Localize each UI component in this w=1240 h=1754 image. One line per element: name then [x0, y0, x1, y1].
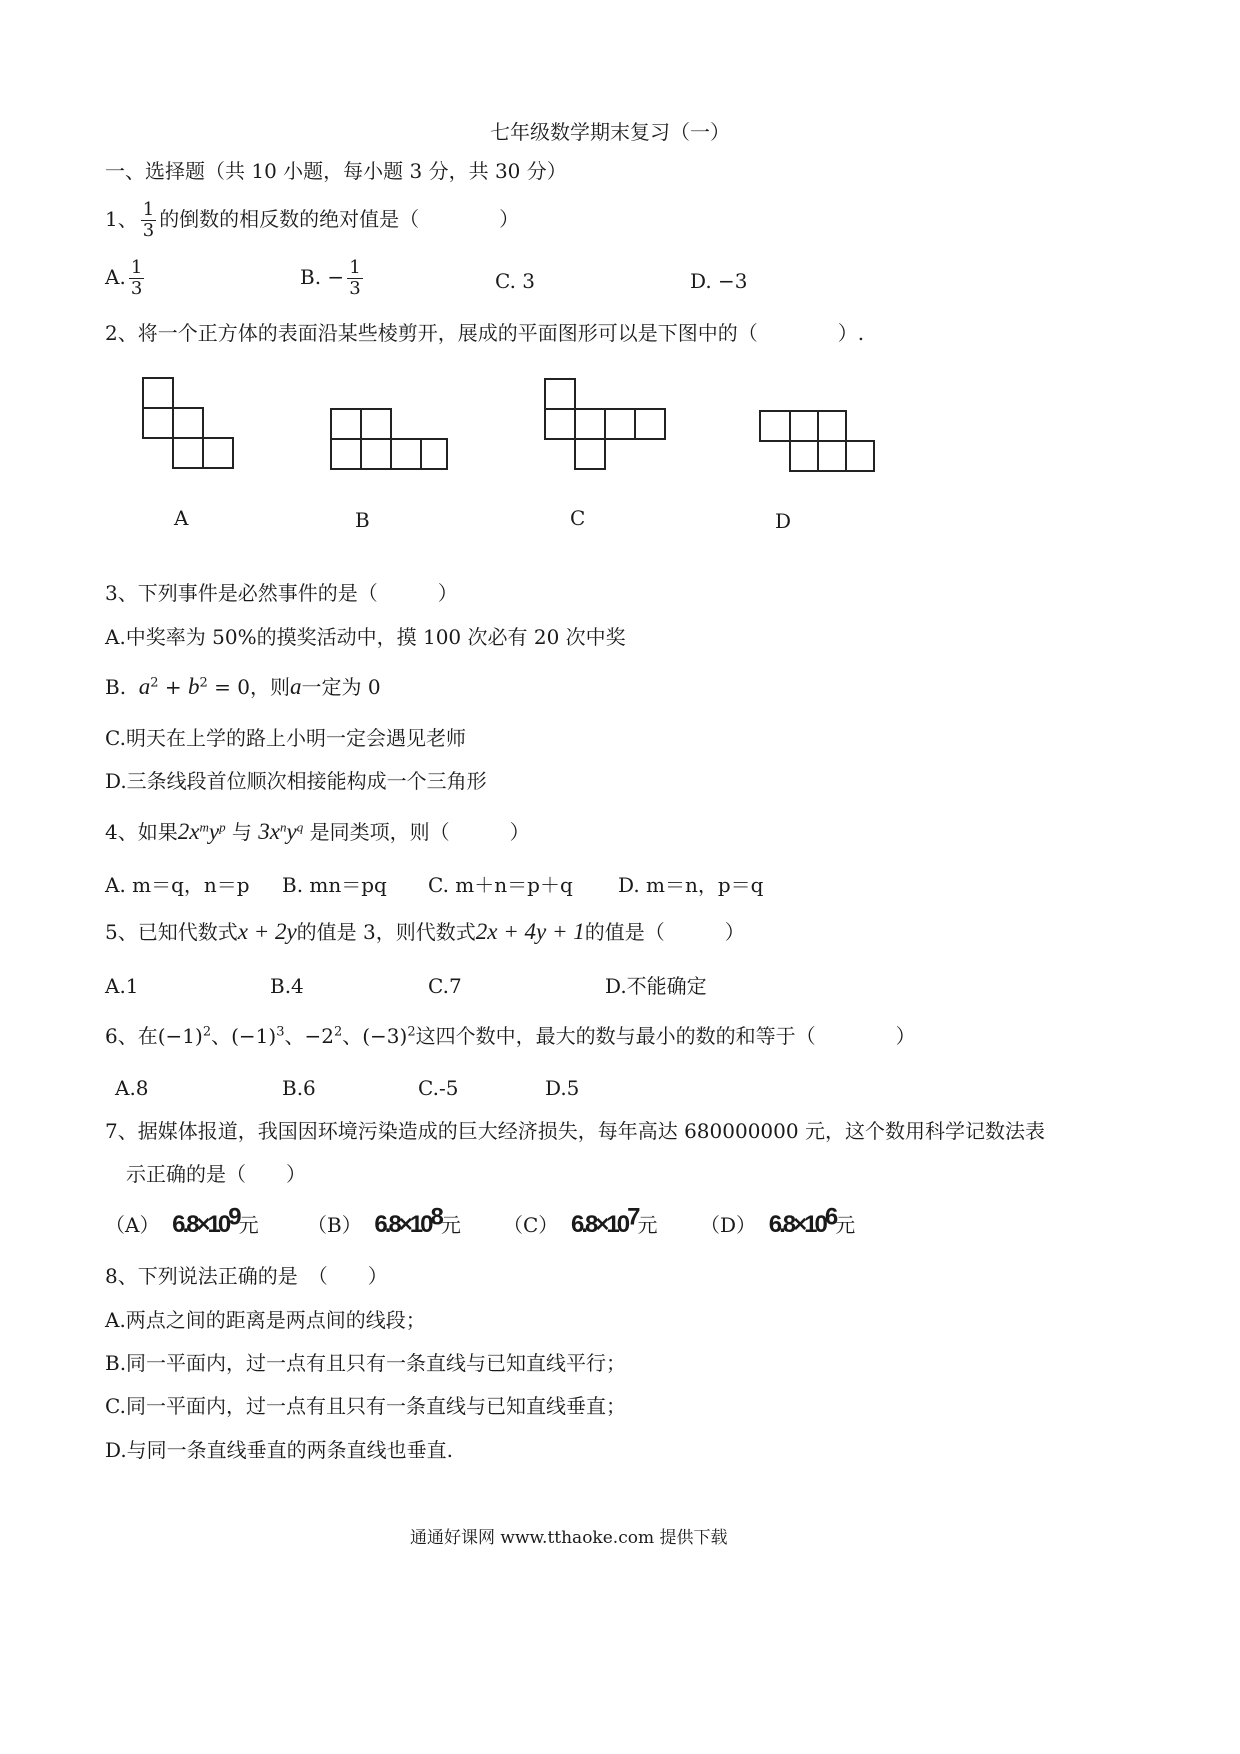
q7-option-c: （C） $6.8\times 10^7$元: [503, 1203, 658, 1238]
q1-option-d: D. −3: [690, 269, 748, 293]
q3-option-c: C.明天在上学的路上小明一定会遇见老师: [105, 726, 466, 750]
q6-option-c: C.-5: [418, 1076, 459, 1100]
q1-option-c: C. 3: [495, 269, 536, 293]
question-5: 5、已知代数式x + 2y的值是 3，则代数式2x + 4y + 1的值是（ ）: [105, 919, 745, 944]
q8-option-b: B.同一平面内，过一点有且只有一条直线与已知直线平行；: [105, 1351, 627, 1375]
q1-option-b: B. − $\frac{1}{3}$: [300, 257, 361, 299]
q5-option-a: A.1: [105, 974, 139, 998]
q6-option-b: B.6: [282, 1076, 316, 1100]
net-label-c: C: [570, 506, 586, 530]
question-7-line1: 7、据媒体报道，我国因环境污染造成的巨大经济损失，每年高达 680000000 元，这个数用科学记数法表: [105, 1119, 1045, 1143]
section-heading: 一、选择题（共 10 小题，每小题 3 分，共 30 分）: [105, 159, 567, 183]
fraction: $\frac{1}{3}$: [142, 199, 155, 241]
question-1: 1、 $\frac{1}{3}$ 的倒数的相反数的绝对值是（ ）: [105, 199, 520, 241]
q4-option-a: A. m＝q，n＝p: [105, 873, 250, 897]
q7-option-d: （D） $6.8\times 10^6$元: [700, 1203, 856, 1238]
q1-option-a: A. $\frac{1}{3}$: [105, 257, 143, 299]
question-2: 2、将一个正方体的表面沿某些棱剪开，展成的平面图形可以是下图中的（ ）.: [105, 321, 865, 345]
q3-option-b: B. $a^2 + b^2 = 0$，则a一定为 0: [105, 674, 381, 699]
q8-option-d: D.与同一条直线垂直的两条直线也垂直.: [105, 1438, 454, 1462]
net-label-a: A: [174, 506, 189, 530]
q6-option-d: D.5: [545, 1076, 580, 1100]
q5-option-c: C.7: [428, 974, 462, 998]
q7-option-a: （A） $6.8\times 10^9$元: [105, 1203, 259, 1238]
q3-option-d: D.三条线段首位顺次相接能构成一个三角形: [105, 769, 487, 793]
q4-option-d: D. m＝n，p＝q: [618, 873, 764, 897]
q5-option-b: B.4: [270, 974, 304, 998]
question-4: 4、如果$2x^my^p$ 与 $3x^ny^q$ 是同类项，则（ ）: [105, 819, 530, 844]
net-figure-b: [328, 406, 452, 472]
q3-option-a: A.中奖率为 50%的摸奖活动中，摸 100 次必有 20 次中奖: [105, 625, 626, 649]
q5-option-d: D.不能确定: [605, 974, 707, 998]
net-figure-d: [757, 408, 879, 474]
net-label-b: B: [355, 508, 370, 532]
question-3: 3、下列事件是必然事件的是（ ）: [105, 581, 458, 605]
q6-option-a: A.8: [115, 1076, 149, 1100]
question-8: 8、下列说法正确的是 （ ）: [105, 1264, 388, 1288]
q7-option-b: （B） $6.8\times 10^8$元: [307, 1203, 461, 1238]
page-title: 七年级数学期末复习（一）: [490, 120, 730, 144]
q4-option-c: C. m＋n＝p＋q: [428, 873, 573, 897]
page-footer: 通通好课网 www.tthaoke.com 提供下载: [410, 1528, 728, 1548]
question-7-line2: 示正确的是（ ）: [126, 1162, 306, 1186]
net-label-d: D: [775, 509, 792, 533]
q4-option-b: B. mn＝pq: [282, 873, 387, 897]
net-figure-a: [140, 375, 240, 471]
q8-option-c: C.同一平面内，过一点有且只有一条直线与已知直线垂直；: [105, 1394, 626, 1418]
question-6: 6、在$(-1)^2$、$(-1)^3$、$-2^2$、$(-3)^2$这四个数中，最大的数与最小的数的和等于（ ）: [105, 1024, 916, 1048]
q8-option-a: A.两点之间的距离是两点间的线段；: [105, 1308, 426, 1332]
net-figure-c: [542, 376, 670, 472]
